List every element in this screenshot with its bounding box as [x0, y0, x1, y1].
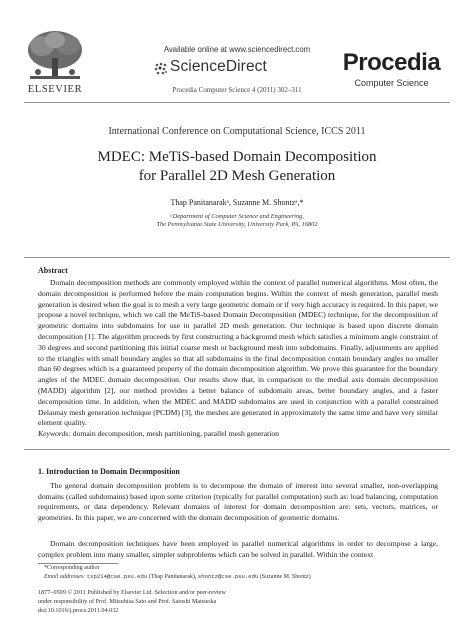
email-name-1: (Thap Panitanarak),: [148, 574, 197, 580]
copyright-line: 1877–0509 © 2011 Published by Elsevier Ltd. Selection and/or peer-review: [38, 589, 226, 596]
email-addresses-note: [44, 573, 311, 580]
conference-name: International Conference on Computational Science, ICCS 2011: [108, 126, 366, 137]
footnote-divider: [38, 563, 118, 564]
elsevier-tree-icon: [24, 28, 86, 84]
journal-reference: Procedia Computer Science 4 (2011) 302–311: [172, 86, 302, 94]
affiliation-line2: The Pennsylvania State University, University Park, PA, 16802: [156, 221, 318, 228]
paper-title-line1: MDEC: MeTiS-based Domain Decomposition: [97, 149, 377, 165]
publisher-name: ELSEVIER: [27, 84, 83, 95]
email-name-2: (Suzanne M. Shontz): [259, 574, 311, 580]
paper-title-line2: for Parallel 2D Mesh Generation: [138, 168, 336, 184]
peer-review-line: under responsibility of Prof. Mitsuhisa Sato and Prof. Satoshi Matsuoka: [38, 598, 217, 605]
abstract-body: Domain decomposition methods are commonly employed within the context of parallel numerical algorithms. Most often, the domain decomposition is performed before the main computation begins. Within the context of mesh generation, parallel mesh generation is desired when the goal is to mesh a very large geometric domain or if very high accuracy is required. In this paper, we propose a novel technique, which we call the MeTiS-based Domain Decomposition (MDEC) technique, for the decomposition of geometric domains into subdomains for use in parallel 2D mesh generation. Our technique is based upon discrete domain decomposition [1]. The algorithm proceeds by first constructing a background mesh which satisfies a minimum angle constraint of 30 degrees and second partitioning this initial coarse mesh or background mesh into subdomains. Finally, adjustments are applied to the triangles with small boundary angles so that all subdomains in the final decomposition contain boundary angles no smaller than 60 degrees which is a guaranteed property of the domain decomposition algorithm. We prove this guarantee for the boundary angles of the MDEC domain decomposition. Our results show that, in comparison to the medial axis domain decomposition (MADD) algorithm [2], our method provides a better balance of subdomain areas, better boundary angles, and a faster decomposition time. In addition, when the MDEC and MADD subdomains are used in conjunction with a parallel constrained Delaunay mesh generation technique (PCDM) [3], the meshes are generated in approximately the same time and have very similar element quality.: [38, 278, 438, 428]
sciencedirect-dots-icon: [154, 62, 168, 76]
paper-authors: Thap Panitanarakᵃ, Suzanne M. Shontzᵃ,*: [170, 198, 304, 207]
keywords-list: domain decomposition, mesh partitioning, parallel mesh generation: [72, 429, 279, 438]
email-link-2[interactable]: shontz@cse.psu.edu: [197, 573, 259, 580]
procedia-logo-title: Procedia: [342, 49, 441, 76]
abstract-heading: Abstract: [38, 266, 68, 275]
abstract-bottom-divider: [24, 449, 450, 450]
email-label: Email addresses:: [44, 574, 86, 580]
procedia-logo-subtitle: Computer Science: [354, 78, 429, 88]
keywords-label: Keywords:: [38, 429, 71, 438]
header-divider: [24, 102, 450, 103]
corresponding-author-note: *Corresponding author: [44, 565, 100, 571]
section-paragraph-1: The general domain decomposition problem is to decompose the domain of interest into several smaller, non-overlapping domains (called subdomains) based upon some criterion (typically for parallel computation) such as: load balancing, computation requirements, or data dependency. Relevant domains of interest for domain decomposition are: sets, vectors, matrices, or geometries. In this paper, we are concerned with the domain decomposition of geometric domains.: [38, 481, 438, 522]
affiliation-line1: ᵃDepartment of Computer Science and Engineering,: [170, 213, 304, 220]
keywords-line: [38, 429, 279, 438]
doi-link[interactable]: doi:10.1016/j.procs.2011.04.032: [38, 607, 119, 614]
abstract-top-divider: [24, 257, 450, 258]
available-online-text[interactable]: Available online at www.sciencedirect.com: [163, 45, 311, 54]
sciencedirect-logo-text: ScienceDirect: [170, 58, 267, 75]
section-heading: 1. Introduction to Domain Decomposition: [38, 467, 180, 476]
section-paragraph-2: Domain decomposition techniques have been employed in parallel numerical algorithms in order to decompose a large, complex problem into many smaller, simpler subproblems which can be solved in parallel. Within the context: [38, 539, 438, 559]
email-link-1[interactable]: txp214@cse.psu.edu: [86, 573, 148, 580]
